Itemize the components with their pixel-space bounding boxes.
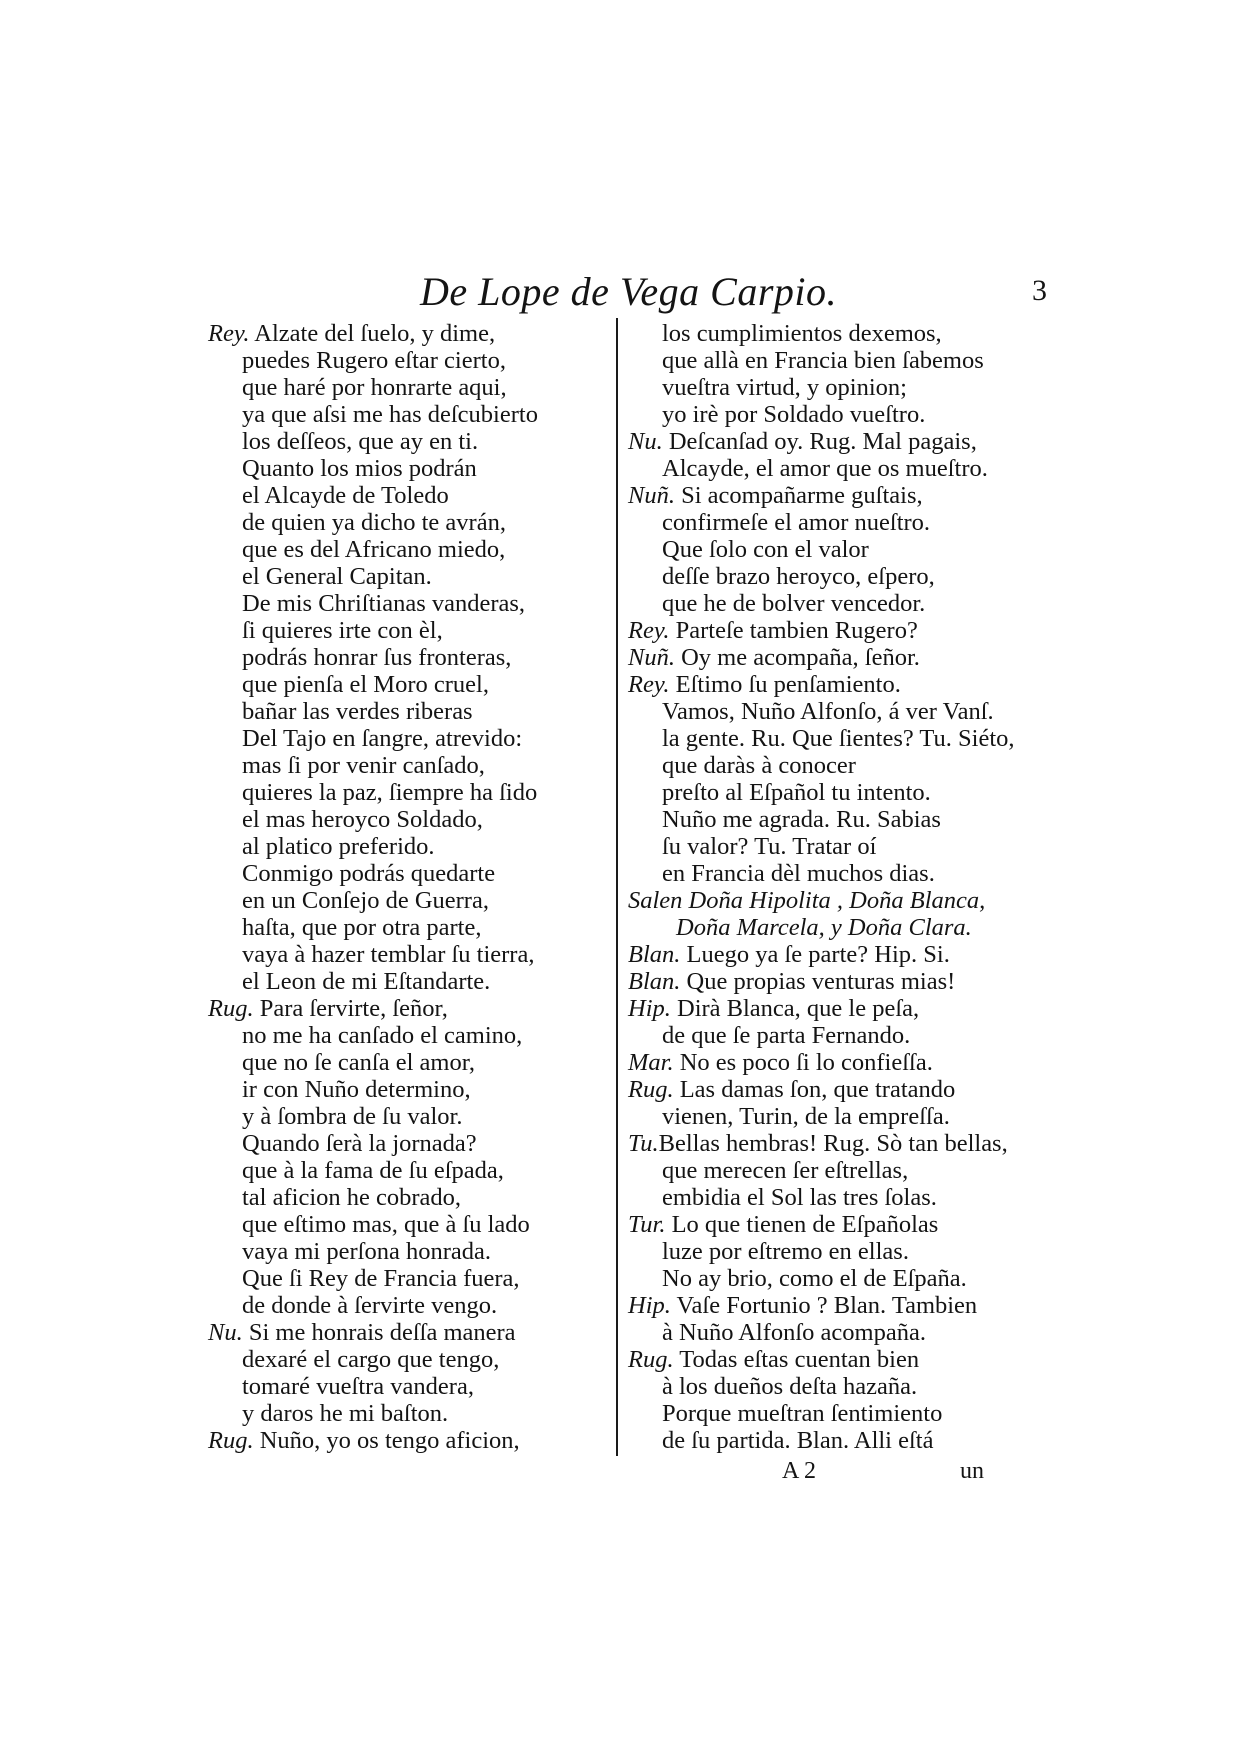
line-text: dexaré el cargo que tengo, <box>242 1346 500 1373</box>
line-text: No ay brio, como el de Eſpaña. <box>662 1265 967 1292</box>
line-text: Del Tajo en ſangre, atrevido: <box>242 725 523 752</box>
line-text: Que ſi Rey de Francia fuera, <box>242 1265 520 1292</box>
verse-line <box>208 320 628 347</box>
line-text: que haré por honrarte aqui, <box>242 374 507 401</box>
line-text: deſſe brazo heroyco, eſpero, <box>662 563 935 590</box>
line-text: y daros he mi baſton. <box>242 1400 449 1427</box>
verse-line <box>208 860 628 887</box>
verse-line <box>628 1346 1048 1373</box>
verse-line <box>628 455 1048 482</box>
speaker-label: Tu. <box>628 1130 659 1157</box>
verse-line <box>208 428 628 455</box>
verse-line <box>208 887 628 914</box>
speaker-label: Hip. <box>628 1292 671 1319</box>
verse-line <box>628 1400 1048 1427</box>
verse-line <box>628 671 1048 698</box>
line-text: Dirà Blanca, que le peſa, <box>670 995 920 1022</box>
verse-line <box>208 1076 628 1103</box>
line-text: à Nuño Alfonſo acompaña. <box>662 1319 926 1346</box>
verse-line <box>208 1130 628 1157</box>
verse-line <box>208 536 628 563</box>
line-text: y à ſombra de ſu valor. <box>242 1103 463 1130</box>
line-text: ir con Nuño determino, <box>242 1076 471 1103</box>
verse-line <box>628 725 1048 752</box>
line-text: preſto al Eſpañol tu intento. <box>662 779 931 806</box>
line-text: Oy me acompaña, ſeñor. <box>674 644 920 671</box>
verse-line <box>208 1211 628 1238</box>
line-text: Nuño, yo os tengo aficion, <box>253 1427 520 1454</box>
verse-line <box>628 1292 1048 1319</box>
line-text: no me ha canſado el camino, <box>242 1022 523 1049</box>
verse-line <box>628 941 1048 968</box>
line-text: que daràs à conocer <box>662 752 856 779</box>
page-footer <box>200 1458 1060 1492</box>
line-text: el mas heroyco Soldado, <box>242 806 483 833</box>
line-text: Porque mueſtran ſentimiento <box>662 1400 943 1427</box>
verse-line <box>628 1049 1048 1076</box>
line-text: à los dueños deſta hazaña. <box>662 1373 918 1400</box>
line-text: que merecen ſer eſtrellas, <box>662 1157 909 1184</box>
catchword: un <box>960 1458 984 1484</box>
verse-line <box>628 482 1048 509</box>
verse-line <box>208 482 628 509</box>
line-text: Que propias venturas mias! <box>680 968 956 995</box>
left-column <box>208 320 628 1454</box>
line-text: que à la fama de ſu eſpada, <box>242 1157 504 1184</box>
verse-line <box>628 590 1048 617</box>
line-text: Eſtimo ſu penſamiento. <box>669 671 901 698</box>
verse-line <box>628 428 1048 455</box>
line-text: Quanto los mios podrán <box>242 455 477 482</box>
line-text: los deſſeos, que ay en ti. <box>242 428 479 455</box>
speaker-label: Tur. <box>628 1211 666 1238</box>
line-text: los cumplimientos dexemos, <box>662 320 942 347</box>
verse-line <box>628 1427 1048 1454</box>
verse-line <box>208 590 628 617</box>
line-text: De mis Chriſtianas vanderas, <box>242 590 526 617</box>
line-text: la gente. Ru. Que ſientes? Tu. Siéto, <box>662 725 1015 752</box>
column-divider <box>616 318 618 1456</box>
speaker-label: Rug. <box>628 1346 674 1373</box>
verse-line <box>208 779 628 806</box>
verse-line <box>208 1049 628 1076</box>
verse-line <box>208 698 628 725</box>
verse-line <box>628 1319 1048 1346</box>
line-text: vaya mi perſona honrada. <box>242 1238 491 1265</box>
verse-line <box>208 644 628 671</box>
line-text: Alcayde, el amor que os mueſtro. <box>662 455 988 482</box>
line-text: que pienſa el Moro cruel, <box>242 671 489 698</box>
line-text: el Alcayde de Toledo <box>242 482 449 509</box>
line-text: luze por eſtremo en ellas. <box>662 1238 909 1265</box>
speaker-label: Nuñ. <box>628 644 675 671</box>
verse-line <box>208 1346 628 1373</box>
line-text: confirmeſe el amor nueſtro. <box>662 509 931 536</box>
verse-line <box>208 725 628 752</box>
line-text: vienen, Turin, de la empreſſa. <box>662 1103 950 1130</box>
line-text: de ſu partida. Blan. Alli eſtá <box>662 1427 934 1454</box>
verse-line <box>628 1265 1048 1292</box>
speaker-label: Rug. <box>628 1076 674 1103</box>
line-text: Si acompañarme guſtais, <box>674 482 923 509</box>
line-text: Parteſe tambien Rugero? <box>669 617 918 644</box>
line-text: que no ſe canſa el amor, <box>242 1049 476 1076</box>
verse-line <box>208 1319 628 1346</box>
verse-line <box>208 563 628 590</box>
verse-line <box>208 1400 628 1427</box>
verse-line <box>628 401 1048 428</box>
line-text: Deſcanſad oy. Rug. Mal pagais, <box>662 428 977 455</box>
line-text: Las damas ſon, que tratando <box>673 1076 956 1103</box>
line-text: puedes Rugero eſtar cierto, <box>242 347 506 374</box>
line-text: tal aficion he cobrado, <box>242 1184 462 1211</box>
speaker-label: Rey. <box>208 320 250 347</box>
verse-line <box>208 1292 628 1319</box>
verse-line <box>208 914 628 941</box>
verse-line <box>208 1022 628 1049</box>
verse-line <box>628 968 1048 995</box>
signature-mark: A 2 <box>782 1458 817 1484</box>
line-text: de que ſe parta Fernando. <box>662 1022 911 1049</box>
page-header <box>200 268 1060 316</box>
verse-line <box>208 401 628 428</box>
running-title: De Lope de Vega Carpio. <box>420 269 838 314</box>
verse-line <box>208 806 628 833</box>
verse-line <box>208 1238 628 1265</box>
line-text: en un Conſejo de Guerra, <box>242 887 489 914</box>
line-text: el Leon de mi Eſtandarte. <box>242 968 491 995</box>
verse-line <box>208 671 628 698</box>
verse-line <box>628 833 1048 860</box>
verse-line <box>628 320 1048 347</box>
verse-line <box>628 1157 1048 1184</box>
verse-line <box>628 1076 1048 1103</box>
line-text: que eſtimo mas, que à ſu lado <box>242 1211 530 1238</box>
stage-direction <box>628 914 1048 941</box>
speaker-label: Nu. <box>208 1319 243 1346</box>
verse-line <box>208 347 628 374</box>
verse-line <box>628 1022 1048 1049</box>
line-text: yo irè por Soldado vueſtro. <box>662 401 926 428</box>
verse-line <box>628 1238 1048 1265</box>
page-number: 3 <box>1032 274 1047 307</box>
verse-line <box>628 1211 1048 1238</box>
speaker-label: Blan. <box>628 968 681 995</box>
verse-line <box>628 374 1048 401</box>
speaker-label: Hip. <box>628 995 671 1022</box>
verse-line <box>628 509 1048 536</box>
line-text: podrás honrar ſus fronteras, <box>242 644 512 671</box>
speaker-label: Nu. <box>628 428 663 455</box>
line-text: Para ſervirte, ſeñor, <box>253 995 448 1022</box>
verse-line <box>628 995 1048 1022</box>
verse-line <box>628 536 1048 563</box>
verse-line <box>628 752 1048 779</box>
line-text: que es del Africano miedo, <box>242 536 506 563</box>
verse-line <box>208 1427 628 1454</box>
right-column <box>628 320 1048 1454</box>
line-text: ſi quieres irte con èl, <box>242 617 443 644</box>
verse-line <box>208 752 628 779</box>
verse-line <box>628 860 1048 887</box>
line-text: el General Capitan. <box>242 563 432 590</box>
stage-direction <box>628 887 1048 914</box>
line-text: No es poco ſi lo confieſſa. <box>673 1049 933 1076</box>
line-text: Que ſolo con el valor <box>662 536 869 563</box>
verse-line <box>208 1265 628 1292</box>
line-text: de donde à ſervirte vengo. <box>242 1292 498 1319</box>
line-text: Vaſe Fortunio ? Blan. Tambien <box>670 1292 978 1319</box>
line-text: ſu valor? Tu. Tratar oí <box>662 833 877 860</box>
verse-line <box>208 617 628 644</box>
line-text: Conmigo podrás quedarte <box>242 860 496 887</box>
line-text: que allà en Francia bien ſabemos <box>662 347 984 374</box>
verse-line <box>208 374 628 401</box>
speaker-label: Blan. <box>628 941 681 968</box>
line-text: de quien ya dicho te avrán, <box>242 509 506 536</box>
line-text: ya que aſsi me has deſcubierto <box>242 401 538 428</box>
speaker-label: Rug. <box>208 1427 254 1454</box>
verse-line <box>208 509 628 536</box>
line-text: Si me honrais deſſa manera <box>242 1319 516 1346</box>
verse-line <box>628 1184 1048 1211</box>
line-text: mas ſi por venir canſado, <box>242 752 485 779</box>
line-text: Bellas hembras! Rug. Sò tan bellas, <box>658 1130 1008 1157</box>
line-text: Luego ya ſe parte? Hip. Si. <box>680 941 950 968</box>
verse-line <box>208 833 628 860</box>
verse-line <box>208 995 628 1022</box>
line-text: embidia el Sol las tres ſolas. <box>662 1184 937 1211</box>
line-text: Doña Marcela, y Doña Clara. <box>676 914 972 941</box>
speaker-label: Mar. <box>628 1049 674 1076</box>
line-text: vueſtra virtud, y opinion; <box>662 374 907 401</box>
verse-line <box>628 347 1048 374</box>
verse-line <box>628 617 1048 644</box>
verse-line <box>208 968 628 995</box>
verse-line <box>628 644 1048 671</box>
line-text: Todas eſtas cuentan bien <box>673 1346 920 1373</box>
verse-line <box>628 806 1048 833</box>
line-text: quieres la paz, ſiempre ha ſido <box>242 779 538 806</box>
verse-line <box>208 941 628 968</box>
verse-line <box>208 1373 628 1400</box>
verse-line <box>628 779 1048 806</box>
verse-line <box>208 1103 628 1130</box>
speaker-label: Rey. <box>628 617 670 644</box>
verse-line <box>628 698 1048 725</box>
line-text: bañar las verdes riberas <box>242 698 473 725</box>
line-text: Nuño me agrada. Ru. Sabias <box>662 806 941 833</box>
line-text: Alzate del ſuelo, y dime, <box>249 320 496 347</box>
line-text: Lo que tienen de Eſpañolas <box>665 1211 939 1238</box>
line-text: tomaré vueſtra vandera, <box>242 1373 474 1400</box>
line-text: que he de bolver vencedor. <box>662 590 926 617</box>
verse-line <box>208 1184 628 1211</box>
speaker-label: Rey. <box>628 671 670 698</box>
verse-line <box>628 1130 1048 1157</box>
speaker-label: Rug. <box>208 995 254 1022</box>
line-text: vaya à hazer temblar ſu tierra, <box>242 941 535 968</box>
verse-line <box>208 455 628 482</box>
line-text: haſta, que por otra parte, <box>242 914 482 941</box>
verse-line <box>628 563 1048 590</box>
verse-line <box>208 1157 628 1184</box>
verse-line <box>628 1373 1048 1400</box>
line-text: en Francia dèl muchos dias. <box>662 860 935 887</box>
line-text: Salen Doña Hipolita , Doña Blanca, <box>628 887 986 914</box>
line-text: al platico preferido. <box>242 833 435 860</box>
verse-line <box>628 1103 1048 1130</box>
line-text: Vamos, Nuño Alfonſo, á ver Vanſ. <box>662 698 994 725</box>
speaker-label: Nuñ. <box>628 482 675 509</box>
line-text: Quando ſerà la jornada? <box>242 1130 477 1157</box>
